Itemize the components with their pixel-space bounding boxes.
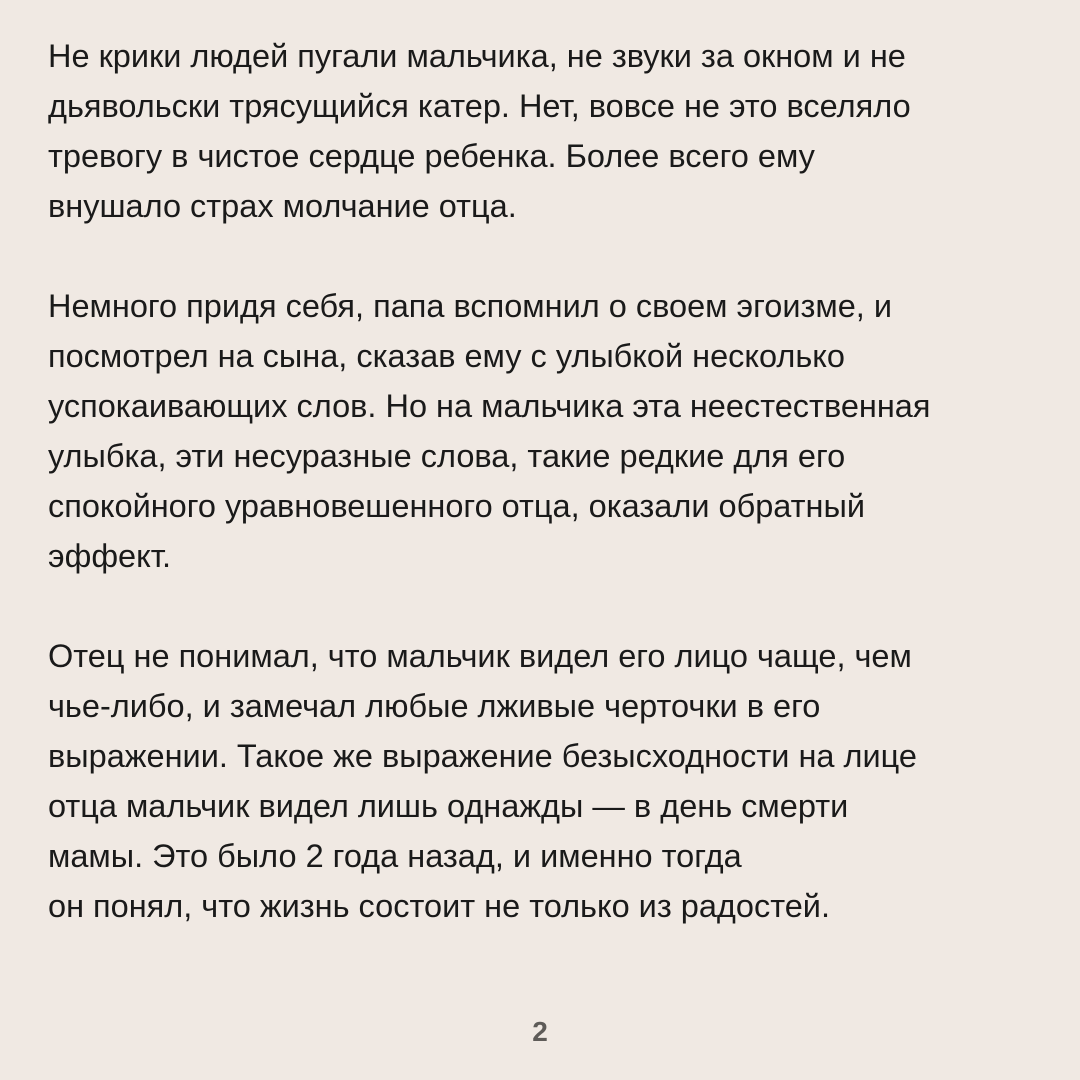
- paragraph-3: [48, 631, 1048, 931]
- text-line: посмотрел на сына, сказав ему с улыбкой несколько: [48, 338, 845, 374]
- text-line: эффект.: [48, 538, 172, 574]
- text-line: отца мальчик видел лишь однажды — в день смерти: [48, 788, 849, 824]
- text-line: улыбка, эти несуразные слова, такие редкие для его: [48, 438, 846, 474]
- text-line: спокойного уравновешенного отца, оказали обратный: [48, 488, 865, 524]
- text-line: Отец не понимал, что мальчик видел его лицо чаще, чем: [48, 638, 912, 674]
- text-line: успокаивающих слов. Но на мальчика эта неестественная: [48, 388, 931, 424]
- body-text: [48, 31, 1048, 981]
- paragraph-1: [48, 31, 1048, 231]
- text-line: тревогу в чистое сердце ребенка. Более всего ему: [48, 138, 815, 174]
- text-line: дьявольски трясущийся катер. Нет, вовсе не это вселяло: [48, 88, 911, 124]
- text-line: Немного придя себя, папа вспомнил о своем эгоизме, и: [48, 288, 893, 324]
- text-line: он понял, что жизнь состоит не только из радостей.: [48, 888, 830, 924]
- text-line: чье-либо, и замечал любые лживые черточки в его: [48, 688, 821, 724]
- text-line: выражении. Такое же выражение безысходности на лице: [48, 738, 917, 774]
- text-line: внушало страх молчание отца.: [48, 188, 517, 224]
- paragraph-2: [48, 281, 1048, 581]
- page-number: 2: [532, 1016, 548, 1047]
- text-line: Не крики людей пугали мальчика, не звуки за окном и не: [48, 38, 906, 74]
- text-line: мамы. Это было 2 года назад, и именно тогда: [48, 838, 742, 874]
